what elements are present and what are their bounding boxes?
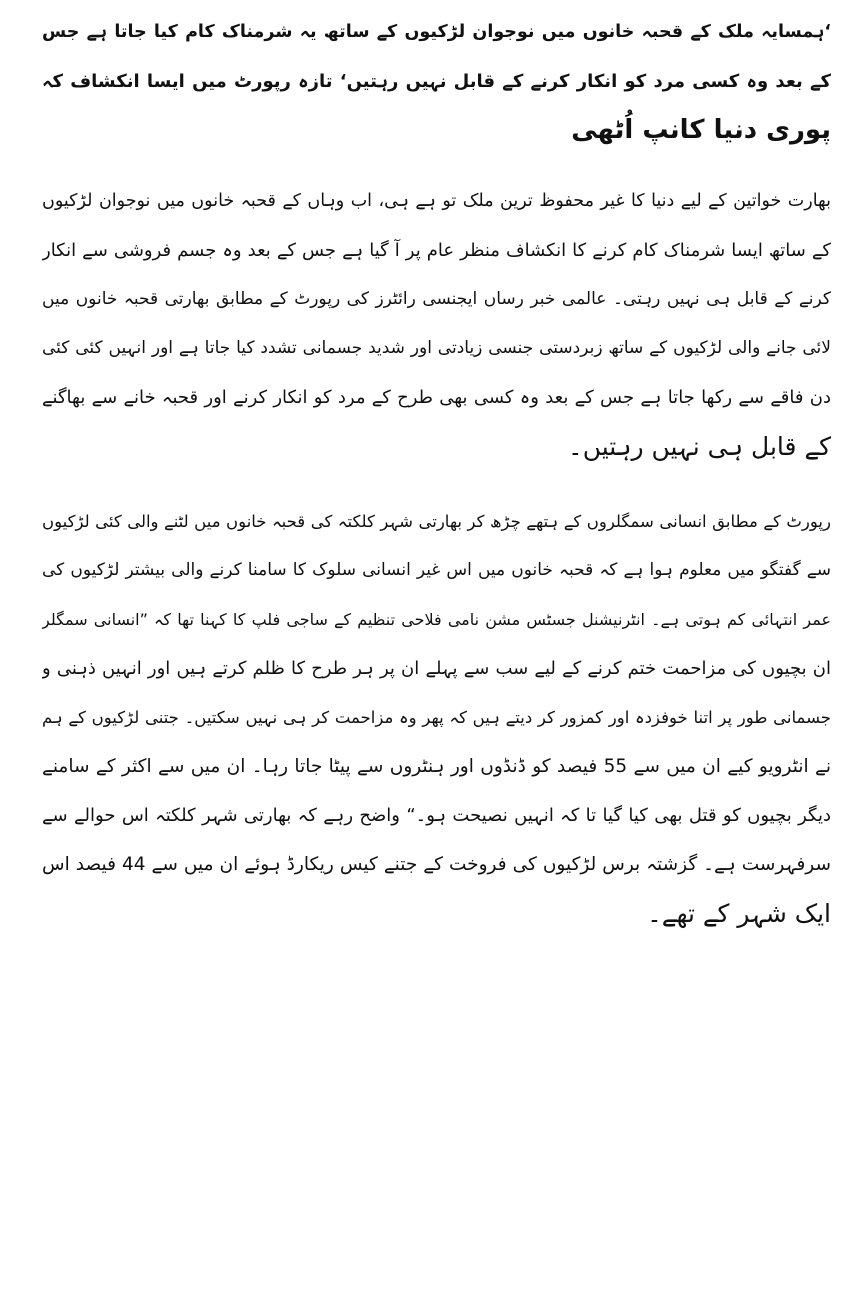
paragraph-2 bbox=[42, 497, 831, 938]
paragraph-line: جسمانی طور پر اتنا خوفزدہ اور کمزور کر دیتے ہیں کہ پھر وہ مزاحمت کر ہی نہیں سکتیں۔ جتنی لڑکیوں کے ہم bbox=[42, 708, 831, 727]
paragraph-line: کرنے کے قابل ہی نہیں رہتی۔ عالمی خبر رساں ایجنسی رائٹرز کی رپورٹ کے مطابق بھارتی قحبہ خانوں میں bbox=[42, 289, 831, 309]
paragraph-line: عمر انتہائی کم ہوتی ہے۔ انٹرنیشنل جسٹس مشن نامی فلاحی تنظیم کے ساجی فلپ کا کہنا تھا کہ ”انسانی سمگلر bbox=[42, 610, 831, 629]
paragraph-line: بھارت خواتین کے لیے دنیا کا غیر محفوظ ترین ملک تو ہے ہی، اب وہاں کے قحبہ خانوں میں نوجوان لڑکیوں bbox=[42, 191, 831, 211]
paragraph-line: سرفہرست ہے۔ گزشتہ برس لڑکیوں کی فروخت کے جتنے کیس ریکارڈ ہوئے ان میں سے 44 فیصد اس bbox=[42, 854, 831, 875]
paragraph-line: ان بچیوں کی مزاحمت ختم کرنے کے لیے سب سے پہلے ان پر ہر طرح کا ظلم کرتے ہیں اور انہیں ذہنی و bbox=[42, 658, 831, 679]
article-headline bbox=[42, 8, 831, 155]
paragraph-line: کے قابل ہی نہیں رہتیں۔ bbox=[568, 432, 831, 461]
spacer bbox=[42, 471, 831, 497]
paragraph-line: نے انٹرویو کیے ان میں سے 55 فیصد کو ڈنڈوں اور ہنٹروں سے پیٹا جاتا رہا۔ ان میں سے اکثر کے سامنے bbox=[42, 756, 831, 777]
paragraph-line: دن فاقے سے رکھا جاتا ہے جس کے بعد وہ کسی بھی طرح کے مرد کو انکار کرنے اور قحبہ خانے سے بھاگنے bbox=[42, 387, 831, 408]
headline-line: کے بعد وہ کسی مرد کو انکار کرنے کے قابل نہیں رہتیں‘ تازہ رپورٹ میں ایسا انکشاف کہ bbox=[42, 71, 831, 92]
spacer bbox=[42, 155, 831, 177]
headline-line: ‘ہمسایہ ملک کے قحبہ خانوں میں نوجوان لڑکیوں کے ساتھ یہ شرمناک کام کیا جاتا ہے جس bbox=[42, 22, 831, 42]
paragraph-line: لائی جانے والی لڑکیوں کے ساتھ زبردستی جنسی زیادتی اور شدید جسمانی تشدد کیا جاتا ہے اور انہیں کئی کئی bbox=[42, 338, 831, 358]
paragraph-line: دیگر بچیوں کو قتل بھی کیا گیا تا کہ انہیں نصیحت ہو۔“ واضح رہے کہ بھارتی شہر کلکتہ اس حوالے سے bbox=[42, 805, 831, 826]
paragraph-line: ایک شہر کے تھے۔ bbox=[647, 899, 831, 928]
paragraph-line: سے گفتگو میں معلوم ہوا ہے کہ قحبہ خانوں میں اس غیر انسانی سلوک کا سامنا کرنے والی بیشتر لڑکیوں کی bbox=[42, 560, 831, 580]
headline-line: پوری دنیا کانپ اُٹھی bbox=[571, 115, 831, 145]
paragraph-1 bbox=[42, 177, 831, 471]
paragraph-line: کے ساتھ ایسا شرمناک کام کرنے کا انکشاف منظر عام پر آ گیا ہے جس کے بعد وہ جسم فروشی سے انکار bbox=[42, 240, 831, 261]
paragraph-line: رپورٹ کے مطابق انسانی سمگلروں کے ہتھے چڑھ کر بھارتی شہر کلکتہ کی قحبہ خانوں میں لٹنے والی کئی لڑکیوں bbox=[42, 512, 831, 531]
